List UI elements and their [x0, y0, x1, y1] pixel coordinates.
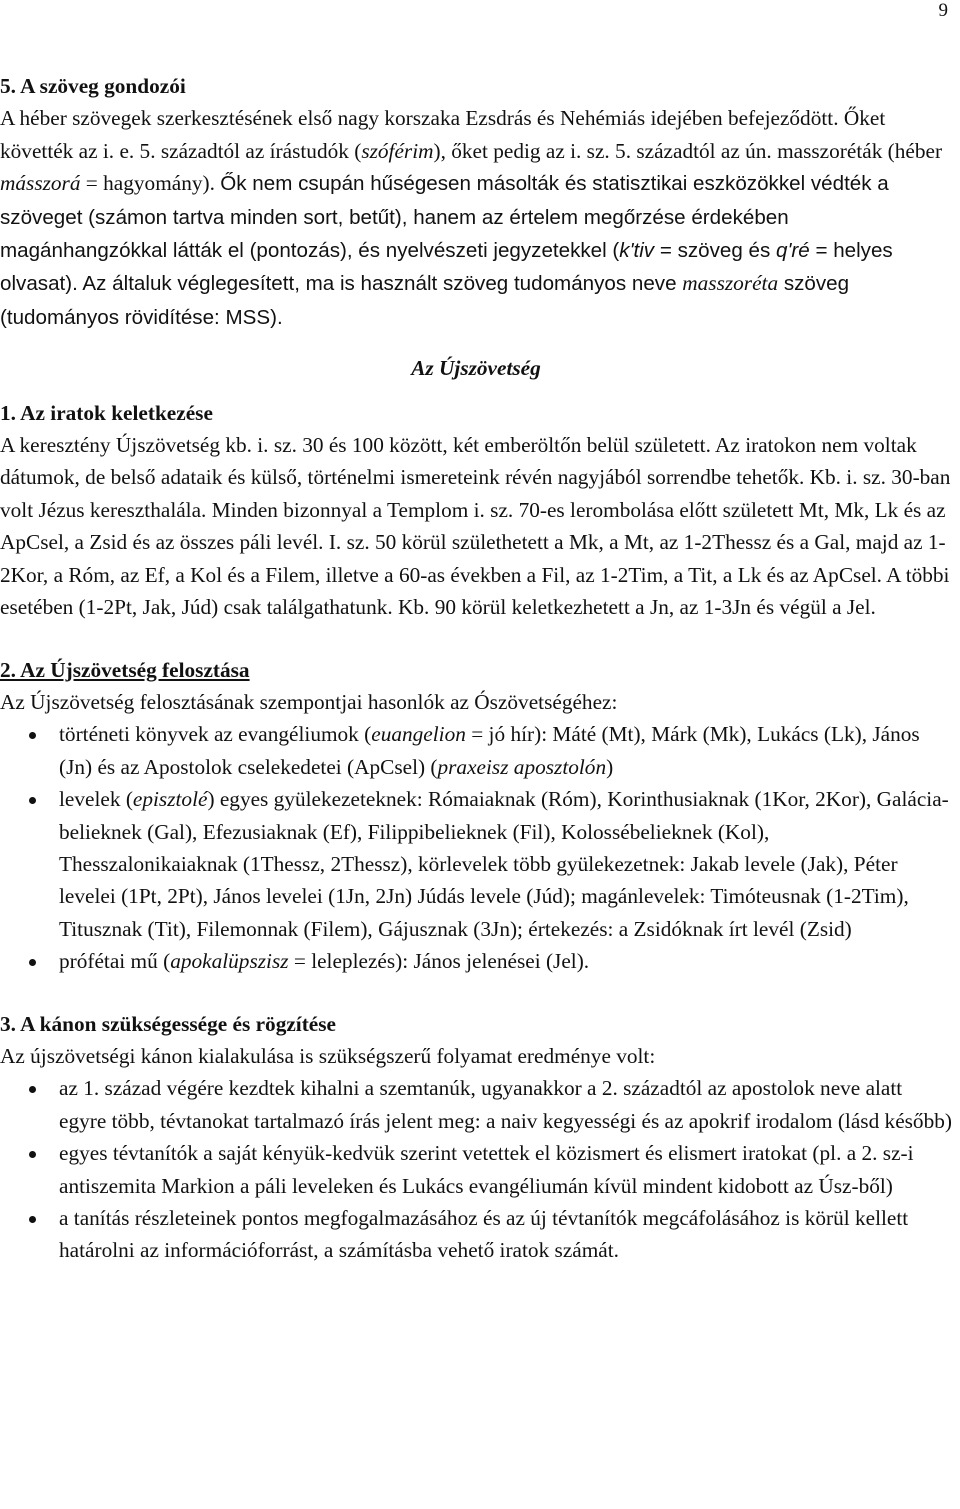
- list-item: egyes tévtanítók a saját kényük-kedvük szerint vetettek el közismert és elismert iratokat (pl. a 2. sz-i antiszemita Markion a páli leveleken és Lukács evangéliumán kívül mindent kidobott az Úsz-ből): [59, 1137, 952, 1202]
- page-number: 9: [938, 0, 948, 21]
- section-heading-division: 2. Az Újszövetség felosztása: [0, 657, 250, 682]
- division-list: [0, 718, 952, 977]
- paragraph-division-intro: Az Újszövetség felosztásának szempontjai hasonlók az Ószövetségéhez:: [0, 689, 618, 714]
- paragraph-text-keepers: A héber szövegek szerkesztésének első nagy korszaka Ezsdrás és Nehémiás idejében befejeződött. Őket követték az i. e. 5. századtól az írástudók (szóférim), őket pedig az i. sz. 5. századtól az ún. masszoréták (héber másszorá = hagyomány). Ők nem csupán hűségesen másolták és statisztikai eszközökkel védték a szöveget (számon tartva minden sort, betűt), hanem az értelem megőrzése érdekében magánhangzókkal látták el (pontozás), és nyelvészeti jegyzetekkel (k'tiv = szöveg és q'ré = helyes olvasat). Az általuk véglegesített, ma is használt szöveg tudományos neve masszoréta szöveg (tudományos rövidítése: MSS).: [0, 106, 943, 329]
- section-heading-origins: 1. Az iratok keletkezése: [0, 400, 213, 425]
- list-item: a tanítás részleteinek pontos megfogalmazásához és az új tévtanítók megcáfolásához is körül kellett határolni az információforrást, a számításba vehető iratok számát.: [59, 1202, 952, 1267]
- list-item: az 1. század végére kezdtek kihalni a szemtanúk, ugyanakkor a 2. századtól az apostolok neve alatt egyre több, tévtanokat tartalmazó írás jelent meg: a naiv kegyességi és az apokrif irodalom (lásd később): [59, 1072, 952, 1137]
- list-item: történeti könyvek az evangéliumok (euangelion = jó hír): Máté (Mt), Márk (Mk), Lukács (Lk), János (Jn) és az Apostolok cselekedetei (ApCsel) (praxeisz aposztolón): [59, 718, 952, 783]
- document-body: [0, 70, 952, 1267]
- paragraph-origins: A keresztény Újszövetség kb. i. sz. 30 és 100 között, két emberöltőn belül született. Az iratokon nem voltak dátumok, de belső adataik és külső, történelmi ismereteink révén nagyjából sorrendbe tehetők. Kb. i. sz. 30-ban volt Jézus kereszthalála. Minden bizonnyal a Templom i. sz. 70-es lerombolása előtt született Mt, Mk, Lk és az ApCsel, a Zsid és az összes páli levél. I. sz. 50 körül születhetett a Mk, a Mt, az 1-2Thessz és a Gal, majd az 1-2Kor, a Róm, az Ef, a Kol és a Filem, illetve a 60-as években a Fil, az 1-2Tim, a Tit, a Lk és az ApCsel. A többi esetében (1-2Pt, Jak, Júd) csak találgathatunk. Kb. 90 körül keletkezhetett a Jn, az 1-3Jn és végül a Jel.: [0, 433, 951, 620]
- section-heading-text-keepers: 5. A szöveg gondozói: [0, 74, 186, 98]
- canon-list: [0, 1072, 952, 1266]
- paragraph-canon-intro: Az újszövetségi kánon kialakulása is szükségszerű folyamat eredménye volt:: [0, 1043, 656, 1068]
- list-item: prófétai mű (apokalüpszisz = leleplezés): János jelenései (Jel).: [59, 945, 952, 977]
- list-item: levelek (episztolé) egyes gyülekezeteknek: Rómaiaknak (Róm), Korinthusiaknak (1Kor, 2Kor), Galácia-belieknek (Gal), Efezusiaknak (Ef), Filippibelieknek (Fil), Kolossébelieknek (Kol), Thesszalonikaiaknak (1Thessz, 2Thessz), körlevelek több gyülekezetnek: Jakab levele (Jak), Péter levelei (1Pt, 2Pt), János levelei (1Jn, 2Jn) Júdás levele (Júd); magánlevelek: Timóteusnak (1-2Tim), Titusznak (Tit), Filemonnak (Filem), Gájusznak (3Jn); értekezés: a Zsidóknak írt levél (Zsid): [59, 783, 952, 945]
- new-testament-title: Az Újszövetség: [411, 356, 541, 381]
- section-heading-canon: 3. A kánon szükségessége és rögzítése: [0, 1011, 336, 1036]
